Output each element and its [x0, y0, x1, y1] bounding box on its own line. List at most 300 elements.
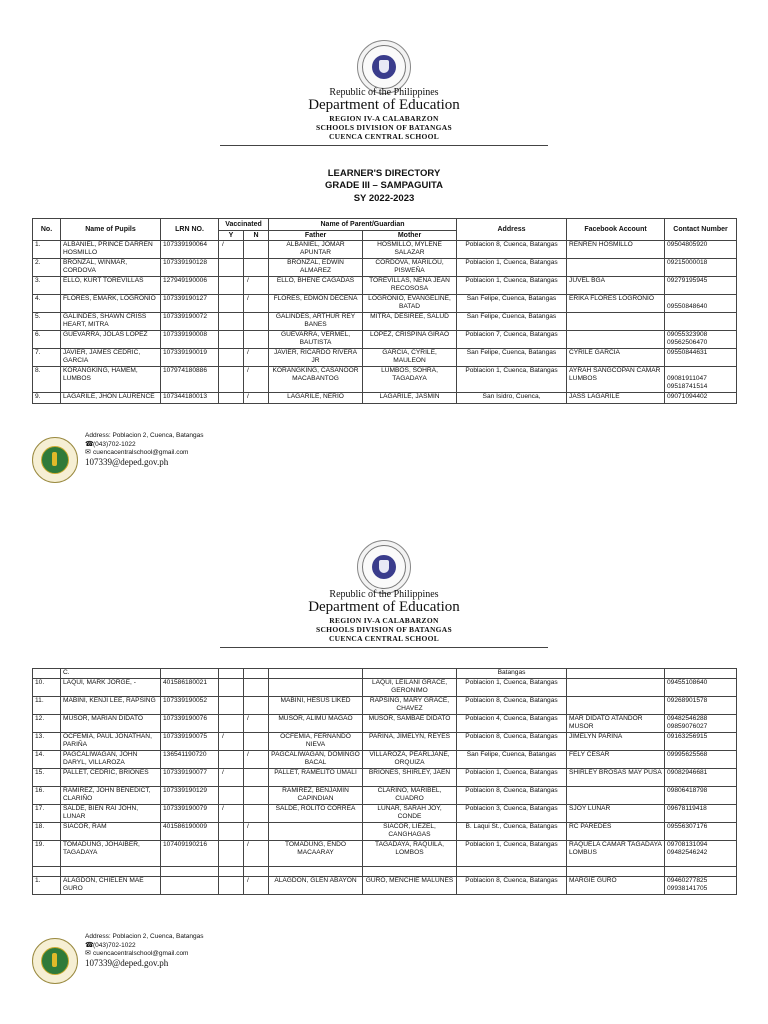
school-year-title: SY 2022-2023 [353, 193, 415, 204]
table-row [33, 349, 737, 367]
cell-no: 2. [33, 259, 61, 277]
mail-icon: ✉ [85, 950, 91, 957]
contact-number: 09055323908 [667, 331, 708, 338]
cell-address: Poblacion 8, Cuenca, Batangas [457, 787, 567, 805]
cell-facebook: ERIKA FLORES LOGRONIO [567, 295, 665, 313]
cell-mother: VILLAROZA, PEARLJANE, ORQUIZA [363, 751, 457, 769]
cell-name: LAQUI, MARK JORGE, - [61, 679, 161, 697]
header-divider [220, 647, 548, 648]
contact-number [667, 295, 734, 303]
cell-facebook [567, 697, 665, 715]
cell-father [269, 669, 363, 679]
cell-vacc-no [244, 787, 269, 805]
cell-address: Poblacion 1, Cuenca, Batangas [457, 367, 567, 393]
cell-vacc-no: / [244, 877, 269, 895]
table-row [33, 367, 737, 393]
contact-number [667, 313, 734, 321]
cell-vacc-yes: / [219, 241, 244, 259]
cell-name: ELLO, KURT TOREVILLAS [61, 277, 161, 295]
cell-vacc-no: / [244, 367, 269, 393]
cell-no: 13. [33, 733, 61, 751]
contact-number: 09482546242 [667, 849, 708, 856]
cell-vacc-no: / [244, 393, 269, 404]
col-parent: Name of Parent/Guardian [269, 219, 457, 231]
deped-seal-icon [357, 540, 411, 594]
cell-name: FLORES, EMARK, LOGRONIO [61, 295, 161, 313]
contact-number [667, 367, 734, 375]
cell-no: 17. [33, 805, 61, 823]
cell-contact [665, 823, 737, 841]
contact-number: 09550844631 [667, 349, 708, 356]
cell-no: 18. [33, 823, 61, 841]
cell-vacc-yes [219, 349, 244, 367]
cell-vacc-no [244, 259, 269, 277]
cell-name: TOMADUNG, JOHAIBER, TAGADAYA [61, 841, 161, 867]
table-row [33, 787, 737, 805]
cell-contact [665, 349, 737, 367]
cell-contact [665, 751, 737, 769]
contact-number: 09562506470 [667, 339, 708, 346]
cell-vacc-no [244, 805, 269, 823]
cell-lrn: 107339190075 [161, 733, 219, 751]
cell-address: San Isidro, Cuenca, [457, 393, 567, 404]
table-row [33, 715, 737, 733]
cell-lrn [161, 669, 219, 679]
col-facebook: Facebook Account [567, 219, 665, 241]
cell-contact [665, 331, 737, 349]
footer-deped-email: 107339@deped.gov.ph [85, 456, 169, 467]
cell-address: San Felipe, Cuenca, Batangas [457, 295, 567, 313]
cell-contact [665, 313, 737, 331]
cell-father: BRONZAL, EDWIN ALMAREZ [269, 259, 363, 277]
contact-number: 09460277825 [667, 877, 708, 884]
cell-mother: GARCIA, CYRILE, MAULEON [363, 349, 457, 367]
cell-vacc-no: / [244, 751, 269, 769]
deped-seal-icon [357, 40, 411, 94]
cell-facebook: RENREN HOSMILLO [567, 241, 665, 259]
cell-father: PAGCALIWAGAN, DOMINGO BACAL [269, 751, 363, 769]
table-row [33, 259, 737, 277]
cell-vacc-no [244, 697, 269, 715]
col-contact: Contact Number [665, 219, 737, 241]
cell-vacc-yes [219, 259, 244, 277]
cell-address: B. Laqui St., Cuenca, Batangas [457, 823, 567, 841]
cell-father: MABINI, HESUS LIKED [269, 697, 363, 715]
cell-address: Poblacion 1, Cuenca, Batangas [457, 769, 567, 787]
contact-number: 09995625568 [667, 751, 708, 758]
cell-contact [665, 769, 737, 787]
region-label: REGION IV-A CALABARZON [329, 114, 439, 123]
cell-contact [665, 367, 737, 393]
contact-number: 09455108640 [667, 679, 708, 686]
division-label: SCHOOLS DIVISION OF BATANGAS [316, 123, 452, 132]
cell-name: MABINI, KENJI LEE, RAPSING [61, 697, 161, 715]
document-page-2 [0, 510, 768, 1024]
cell-vacc-no [244, 733, 269, 751]
cell-vacc-yes [219, 295, 244, 313]
cell-lrn: 107974180886 [161, 367, 219, 393]
col-no: No. [33, 219, 61, 241]
cell-no: 19. [33, 841, 61, 867]
contact-number: 09071094402 [667, 393, 708, 400]
footer-phone: (043)702-1022 [93, 941, 136, 949]
footer-contact-page-2 [85, 933, 204, 967]
cell-mother: SIACOR, LIEZEL, CANGHAGAS [363, 823, 457, 841]
cell-father [269, 823, 363, 841]
contact-number: 09279195945 [667, 277, 708, 284]
cell-vacc-yes [219, 679, 244, 697]
cell-lrn [161, 877, 219, 895]
cell-father [269, 679, 363, 697]
cell-vacc-no: / [244, 715, 269, 733]
cell-father: OCFEMIA, FERNANDO NIEVA [269, 733, 363, 751]
cell-address: San Felipe, Cuenca, Batangas [457, 751, 567, 769]
cell-address: Poblacion 1, Cuenca, Batangas [457, 679, 567, 697]
col-vacc-no: N [244, 231, 269, 241]
cell-father: KORANGKING, CASANOOR MACABANTOG [269, 367, 363, 393]
contact-number: 09163256915 [667, 733, 708, 740]
cell-vacc-no [244, 679, 269, 697]
cell-address: Poblacion 3, Cuenca, Batangas [457, 805, 567, 823]
cell-father: MUSOR, ALIMU MAGAO [269, 715, 363, 733]
cell-mother: LOPEZ, CRISPINA GIRAO [363, 331, 457, 349]
cell-mother: BRIONES, SHIRLEY, JAEN [363, 769, 457, 787]
cell-vacc-yes [219, 867, 244, 877]
cell-vacc-yes [219, 393, 244, 404]
col-name: Name of Pupils [61, 219, 161, 241]
cell-lrn: 107339190077 [161, 769, 219, 787]
cell-no: 6. [33, 331, 61, 349]
cell-no: 11. [33, 697, 61, 715]
cell-lrn: 401586190009 [161, 823, 219, 841]
contact-number: 09215000018 [667, 259, 708, 266]
cell-lrn: 107339190129 [161, 787, 219, 805]
cell-facebook: SJOY LUNAR [567, 805, 665, 823]
cell-lrn: 127949190006 [161, 277, 219, 295]
contact-number: 09806418798 [667, 787, 708, 794]
table-row [33, 331, 737, 349]
cell-contact [665, 393, 737, 404]
footer-deped-email: 107339@deped.gov.ph [85, 957, 169, 968]
cell-no [33, 867, 61, 877]
cell-mother: MITRA, DESIREE, SALUD [363, 313, 457, 331]
school-logo-icon [32, 938, 78, 984]
cell-no: 9. [33, 393, 61, 404]
cell-lrn: 107409190216 [161, 841, 219, 867]
cell-vacc-yes: / [219, 805, 244, 823]
cell-contact [665, 877, 737, 895]
cell-address: Batangas [457, 669, 567, 679]
header-divider [220, 145, 548, 146]
col-vacc-yes: Y [219, 231, 244, 241]
cell-vacc-no [244, 769, 269, 787]
contact-number [667, 867, 734, 875]
table-row [33, 805, 737, 823]
cell-facebook: JASS LAGARILE [567, 393, 665, 404]
col-lrn: LRN NO. [161, 219, 219, 241]
cell-address: Poblacion 1, Cuenca, Batangas [457, 277, 567, 295]
cell-vacc-yes: / [219, 733, 244, 751]
cell-contact [665, 679, 737, 697]
cell-no: 4. [33, 295, 61, 313]
cell-mother: RAPSING, MARY GRACE, CHAVEZ [363, 697, 457, 715]
cell-vacc-yes [219, 841, 244, 867]
cell-father: ELLO, BHENE CAGADAS [269, 277, 363, 295]
footer-contact-page-1 [85, 432, 204, 466]
cell-facebook [567, 867, 665, 877]
contact-number: 09556307176 [667, 823, 708, 830]
cell-facebook: SHIRLEY BROSAS MAY PUSA [567, 769, 665, 787]
cell-no: 15. [33, 769, 61, 787]
document-page-1 [0, 0, 768, 500]
contact-number: 09859076027 [667, 723, 708, 730]
cell-mother: MUSOR, SAMBAE DIDATO [363, 715, 457, 733]
cell-facebook [567, 669, 665, 679]
cell-vacc-yes [219, 787, 244, 805]
department-title: Department of Education [308, 599, 460, 615]
contact-number [667, 669, 734, 677]
cell-name: SALDE, BIEN RAI JOHN, LUNAR [61, 805, 161, 823]
table-row [33, 877, 737, 895]
cell-address: Poblacion 7, Cuenca, Batangas [457, 331, 567, 349]
cell-lrn: 107339190019 [161, 349, 219, 367]
cell-contact [665, 715, 737, 733]
footer-email: cuencacentralschool@gmail.com [93, 950, 189, 957]
cell-facebook [567, 331, 665, 349]
cell-contact [665, 867, 737, 877]
cell-name: KORANGKING, HAMEM, LUMBOS [61, 367, 161, 393]
contact-number: 09482546288 [667, 715, 708, 722]
cell-contact [665, 277, 737, 295]
cell-address: Poblacion 8, Cuenca, Batangas [457, 733, 567, 751]
cell-no: 16. [33, 787, 61, 805]
cell-name: ALBANIEL, PRINCE DARREN HOSMILLO [61, 241, 161, 259]
table-row [33, 679, 737, 697]
cell-mother: LOGRONIO, EVANGELINE, BATAD [363, 295, 457, 313]
cell-no: 1. [33, 877, 61, 895]
cell-name: C. [61, 669, 161, 679]
department-title: Department of Education [308, 97, 460, 113]
cell-lrn: 107339190072 [161, 313, 219, 331]
table-row [33, 277, 737, 295]
cell-father: LAGARILE, NERIO [269, 393, 363, 404]
cell-contact [665, 733, 737, 751]
cell-name: PALLET, CEDRIC, BRIONES [61, 769, 161, 787]
contact-number: 09708131094 [667, 841, 708, 848]
cell-name: LAGARILE, JHON LAURENCE [61, 393, 161, 404]
cell-mother: PARIÑA, JIMELYN, REYES [363, 733, 457, 751]
republic-label: Republic of the Philippines [329, 87, 439, 98]
cell-address: San Felipe, Cuenca, Batangas [457, 313, 567, 331]
cell-mother: GURO, MENCHIE MALUNES [363, 877, 457, 895]
cell-lrn: 107339190127 [161, 295, 219, 313]
cell-facebook: AYRAH SANGCOPAN CAMAR LUMBOS [567, 367, 665, 393]
cell-lrn: 107339190008 [161, 331, 219, 349]
footer-phone: (043)702-1022 [93, 440, 136, 448]
cell-contact [665, 787, 737, 805]
cell-facebook [567, 679, 665, 697]
directory-title: LEARNER'S DIRECTORY [327, 168, 441, 179]
cell-contact [665, 805, 737, 823]
cell-name: SIACOR, RAM [61, 823, 161, 841]
cell-no: 14. [33, 751, 61, 769]
table-row [33, 697, 737, 715]
cell-contact [665, 241, 737, 259]
contact-number: 09504805920 [667, 241, 708, 248]
cell-lrn: 107339190064 [161, 241, 219, 259]
cell-father [269, 867, 363, 877]
region-label: REGION IV-A CALABARZON [329, 616, 439, 625]
cell-lrn: 107339190052 [161, 697, 219, 715]
cell-name: OCFEMIA, PAUL JONATHAN, PARIÑA [61, 733, 161, 751]
col-father: Father [269, 231, 363, 241]
cell-facebook: RC PAREDES [567, 823, 665, 841]
cell-contact [665, 697, 737, 715]
cell-mother [363, 867, 457, 877]
contact-number: 09938141705 [667, 885, 708, 892]
cell-facebook: CYRILE GARCIA [567, 349, 665, 367]
cell-name: GUEVARRA, JOLAS LOPEZ [61, 331, 161, 349]
cell-lrn: 107344180013 [161, 393, 219, 404]
cell-facebook [567, 787, 665, 805]
cell-no [33, 669, 61, 679]
cell-contact [665, 295, 737, 313]
cell-mother [363, 669, 457, 679]
cell-mother: CLARIÑO, MARIBEL, CUADRO [363, 787, 457, 805]
school-logo-icon [32, 437, 78, 483]
cell-lrn: 136541190720 [161, 751, 219, 769]
table-row [33, 823, 737, 841]
cell-facebook: MAR DIDATO ATANDOR MUSOR [567, 715, 665, 733]
cell-vacc-yes [219, 697, 244, 715]
footer-address: Address: Poblacion 2, Cuenca, Batangas [85, 432, 204, 439]
cell-no: 7. [33, 349, 61, 367]
cell-mother: HOSMILLO, MYLENE SALAZAR [363, 241, 457, 259]
cell-address: Poblacion 1, Cuenca, Batangas [457, 259, 567, 277]
cell-vacc-no [244, 313, 269, 331]
cell-facebook: MARGIE GURO [567, 877, 665, 895]
cell-facebook: FELY CESAR [567, 751, 665, 769]
cell-father: GUEVARRA, VERMEL, BAUTISTA [269, 331, 363, 349]
cell-address: Poblacion 1, Cuenca, Batangas [457, 841, 567, 867]
cell-father: PALLET, RAMELITO UMALI [269, 769, 363, 787]
cell-vacc-no: / [244, 277, 269, 295]
footer-address: Address: Poblacion 2, Cuenca, Batangas [85, 933, 204, 940]
contact-number: 09550848640 [667, 303, 708, 310]
cell-father: RAMIREZ, BENJAMIN CAPINDIAN [269, 787, 363, 805]
cell-vacc-yes [219, 367, 244, 393]
cell-facebook [567, 259, 665, 277]
col-address: Address [457, 219, 567, 241]
cell-facebook: JIMELYN PARINA [567, 733, 665, 751]
cell-no: 3. [33, 277, 61, 295]
cell-name: ALAGDON, CHIELEN MAE GURO [61, 877, 161, 895]
cell-vacc-no: / [244, 349, 269, 367]
cell-lrn [161, 867, 219, 877]
cell-address: San Felipe, Cuenca, Batangas [457, 349, 567, 367]
footer-email: cuencacentralschool@gmail.com [93, 449, 189, 456]
school-label: CUENCA CENTRAL SCHOOL [328, 634, 440, 643]
cell-vacc-yes [219, 715, 244, 733]
phone-icon: ☎ [85, 941, 94, 949]
cell-name: GALINDES, SHAWN CRISS HEART, MITRA [61, 313, 161, 331]
division-label: SCHOOLS DIVISION OF BATANGAS [316, 625, 452, 634]
cell-name [61, 867, 161, 877]
cell-mother: TOREVILLAS, NENA JEAN RECOSOSA [363, 277, 457, 295]
cell-father: JAVIER, RICARDO RIVERA JR [269, 349, 363, 367]
school-label: CUENCA CENTRAL SCHOOL [328, 132, 440, 141]
cell-no: 8. [33, 367, 61, 393]
cell-vacc-yes [219, 669, 244, 679]
table-row [33, 313, 737, 331]
cell-lrn: 107339190079 [161, 805, 219, 823]
contact-number: 09081911047 [667, 375, 707, 382]
contact-number: 09518741514 [667, 383, 708, 390]
cell-address: Poblacion 8, Cuenca, Batangas [457, 697, 567, 715]
cell-vacc-yes [219, 877, 244, 895]
cell-name: JAVIER, JAMES CEDRIC, GARCIA [61, 349, 161, 367]
col-vaccinated: Vaccinated [219, 219, 269, 231]
mail-icon: ✉ [85, 449, 91, 456]
cell-lrn: 401586180021 [161, 679, 219, 697]
cell-no: 5. [33, 313, 61, 331]
cell-vacc-no: / [244, 841, 269, 867]
cell-vacc-no: / [244, 295, 269, 313]
cell-name: RAMIREZ, JOHN BENEDICT, CLARIÑO [61, 787, 161, 805]
contact-number: 09268901578 [667, 697, 708, 704]
cell-name: BRONZAL, WINMAR, CORDOVA [61, 259, 161, 277]
cell-no: 12. [33, 715, 61, 733]
contact-number: 09678119418 [667, 805, 707, 812]
cell-vacc-no [244, 241, 269, 259]
cell-address: Poblacion 8, Cuenca, Batangas [457, 241, 567, 259]
cell-facebook: RAQUELA CAMAR TAGADAYA LOMBUS [567, 841, 665, 867]
cell-vacc-no: / [244, 823, 269, 841]
cell-contact [665, 259, 737, 277]
table-row [33, 393, 737, 404]
cell-mother: LUNAR, SARAH JOY, CONDE [363, 805, 457, 823]
cell-vacc-no [244, 867, 269, 877]
table-row [33, 669, 737, 679]
cell-facebook [567, 313, 665, 331]
cell-address: Poblacion 4, Cuenca, Batangas [457, 715, 567, 733]
cell-no: 1. [33, 241, 61, 259]
cell-no: 10. [33, 679, 61, 697]
cell-name: MUSOR, MARIAN DIDATO [61, 715, 161, 733]
cell-lrn: 107339190076 [161, 715, 219, 733]
cell-vacc-yes [219, 823, 244, 841]
cell-father: FLORES, EDMON DECENA [269, 295, 363, 313]
table-row [33, 867, 737, 877]
col-mother: Mother [363, 231, 457, 241]
cell-vacc-yes [219, 751, 244, 769]
phone-icon: ☎ [85, 440, 94, 448]
contact-number: 09082946681 [667, 769, 708, 776]
cell-father: ALBANIEL, JOMAR APUNTAR [269, 241, 363, 259]
cell-vacc-yes [219, 331, 244, 349]
table-row [33, 241, 737, 259]
cell-address: Poblacion 8, Cuenca, Batangas [457, 877, 567, 895]
cell-vacc-yes [219, 277, 244, 295]
cell-father: ALAGDON, GLEN ABAYON [269, 877, 363, 895]
table-row [33, 841, 737, 867]
cell-contact [665, 669, 737, 679]
table-row [33, 733, 737, 751]
learner-table-page-2 [32, 668, 737, 895]
cell-lrn: 107339190128 [161, 259, 219, 277]
cell-mother: LAGARILE, JASMIN [363, 393, 457, 404]
cell-mother: TAGADAYA, RAQUILA, LOMBOS [363, 841, 457, 867]
